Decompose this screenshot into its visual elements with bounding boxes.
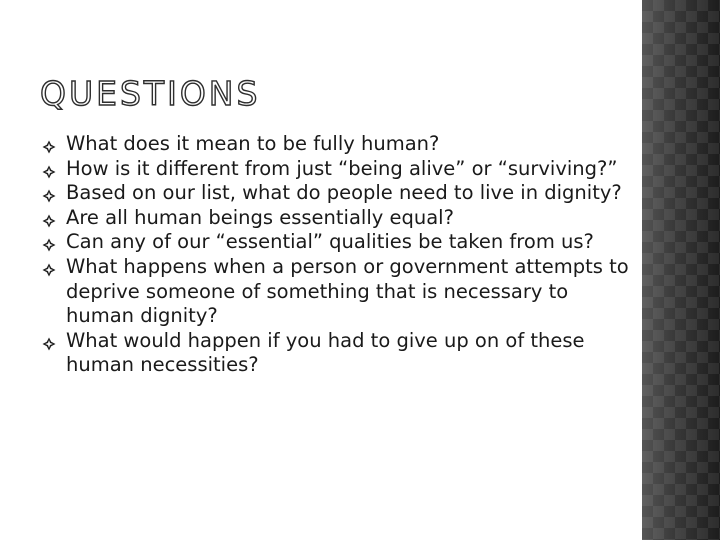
bullet-text: What would happen if you had to give up on of these human necessities? [66, 328, 585, 377]
diamond-bullet-icon [42, 189, 56, 203]
diamond-bullet-icon [42, 214, 56, 228]
bullet-item [42, 255, 632, 329]
bullet-text: Can any of our “essential” qualities be taken from us? [66, 230, 594, 254]
bullet-text: What does it mean to be fully human? [66, 132, 440, 155]
slide-title: QUESTIONS [40, 74, 261, 113]
bullet-list [42, 132, 632, 378]
bullet-text: Based on our list, what do people need to live in dignity? [66, 181, 622, 205]
bullet-item [42, 157, 632, 182]
bullet-item [42, 181, 632, 206]
bullet-item [42, 132, 632, 157]
diamond-bullet-icon [42, 165, 56, 179]
diamond-bullet-icon [42, 263, 56, 277]
diamond-bullet-icon [42, 140, 56, 154]
bullet-item [42, 329, 632, 378]
diamond-bullet-icon [42, 238, 56, 252]
bullet-item [42, 230, 632, 255]
bullet-text: Are all human beings essentially equal? [66, 205, 454, 229]
bullet-item [42, 206, 632, 231]
decorative-side-bar [642, 0, 720, 540]
bullet-text: What happens when a person or government attempts to deprive someone of something that is necessary to human dignity? [66, 254, 629, 328]
diamond-bullet-icon [42, 337, 56, 351]
bullet-text: How is it different from just “being alive” or “surviving?” [66, 156, 618, 180]
